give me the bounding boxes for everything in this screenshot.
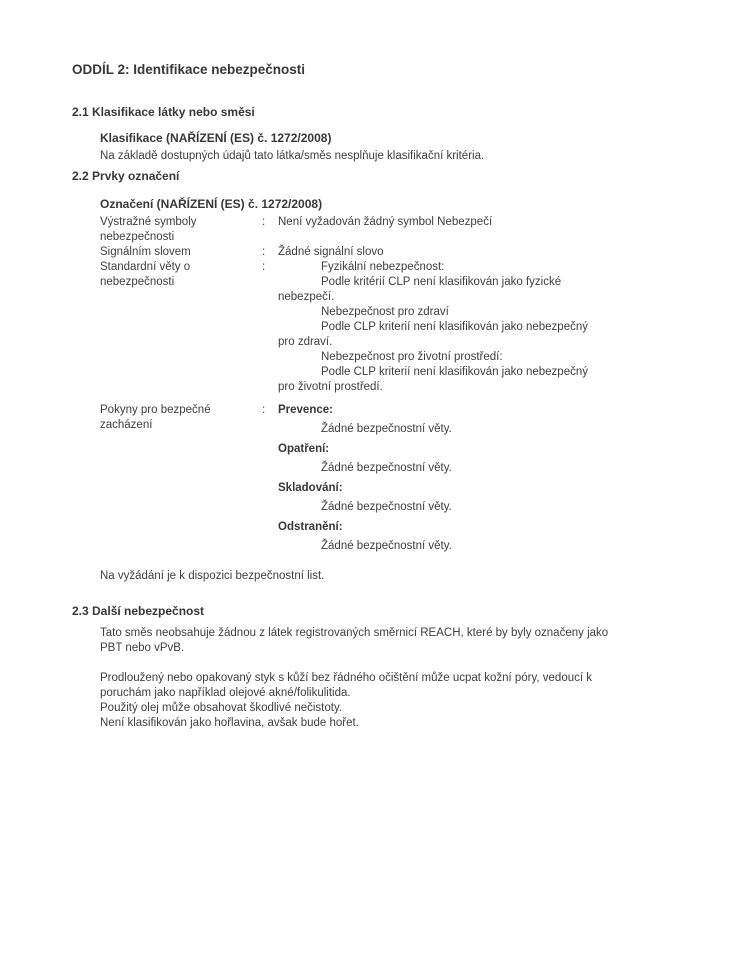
hazard-pictograms-value: Není vyžadován žádný symbol Nebezpečí [278,216,493,228]
colon-separator: : [262,246,266,258]
hazard-statement-line: Nebezpečnost pro zdraví [321,306,449,318]
precaution-block-storage [278,481,664,515]
hazard-statement-line: pro životní prostředí. [278,381,383,393]
heading-2-3: 2.3 Další nebezpečnost [72,604,205,618]
section-title: ODDÍL 2: Identifikace nebezpečnosti [72,62,306,77]
hazard-pictograms-label: Výstražné symboly nebezpečnosti [100,216,197,243]
signal-word-label: Signálním slovem [100,246,191,258]
section-2-1 [72,105,686,164]
colon-separator: : [262,216,266,228]
precaution-text: Žádné bezpečnostní věty. [321,501,452,513]
section-2-3 [72,604,686,731]
signal-word-value: Žádné signální slovo [278,246,384,258]
hazard-statement-line: Podle kritérií CLP není klasifikován jako fyzické [321,276,562,288]
heading-2-1: 2.1 Klasifikace látky nebo směsi [72,105,255,119]
heading-2-2: 2.2 Prvky označení [72,169,180,183]
colon-separator: : [262,404,266,416]
classification-statement: Na základě dostupných údajů tato látka/směs nesplňuje klasifikační kritéria. [100,150,485,162]
hazard-pictograms-row [100,215,686,245]
hazard-statement-line: Nebezpečnost pro životní prostředí: [321,351,503,363]
signal-word-row [100,245,686,260]
precaution-title: Prevence: [278,404,333,416]
precaution-block-prevention [278,403,664,437]
precaution-title: Skladování: [278,482,343,494]
classification-heading: Klasifikace (NAŘÍZENÍ (ES) č. 1272/2008) [100,131,332,145]
hazard-statements-row [100,260,686,395]
hazard-statements-label: Standardní věty o nebezpečnosti [100,261,191,288]
precaution-text: Žádné bezpečnostní věty. [321,423,452,435]
precaution-text: Žádné bezpečnostní věty. [321,540,452,552]
precaution-block-response [278,442,664,476]
hazard-statement-line: nebezpečí. [278,291,335,303]
precaution-text: Žádné bezpečnostní věty. [321,462,452,474]
hazard-statements-value [278,260,664,395]
precaution-block-disposal [278,520,664,554]
precautionary-statements-value [278,403,664,559]
other-hazards-paragraph: Tato směs neobsahuje žádnou z látek registrovaných směrnicí REACH, které by byly označeny jako PBT nebo vPvB. [100,627,609,654]
hazard-statement-line: Podle CLP kriterií není klasifikován jako nebezpečný [321,321,588,333]
section-2-2 [72,169,686,584]
colon-separator: : [262,261,266,273]
hazard-statement-line: Podle CLP kriterií není klasifikován jako nebezpečný [321,366,588,378]
sds-availability-note: Na vyžádání je k dispozici bezpečnostní list. [100,570,325,582]
precaution-title: Opatření: [278,443,330,455]
other-hazards-paragraph: Použitý olej může obsahovat škodlivé nečistoty. [100,702,343,714]
hazard-statement-line: Fyzikální nebezpečnost: [321,261,445,273]
hazard-statement-line: pro zdraví. [278,336,333,348]
other-hazards-paragraph: Není klasifikován jako hořlavina, avšak bude hořet. [100,717,359,729]
precautionary-statements-label: Pokyny pro bezpečné zacházení [100,404,211,431]
precautionary-statements-row [100,403,686,559]
precaution-title: Odstranění: [278,521,343,533]
labelling-heading: Označení (NAŘÍZENÍ (ES) č. 1272/2008) [100,197,323,211]
other-hazards-paragraph: Prodloužený nebo opakovaný styk s kůží bez řádného očištění může ucpat kožní póry, vedoucí k poruchám jako například olejové akné/folikulitida. [100,672,593,699]
